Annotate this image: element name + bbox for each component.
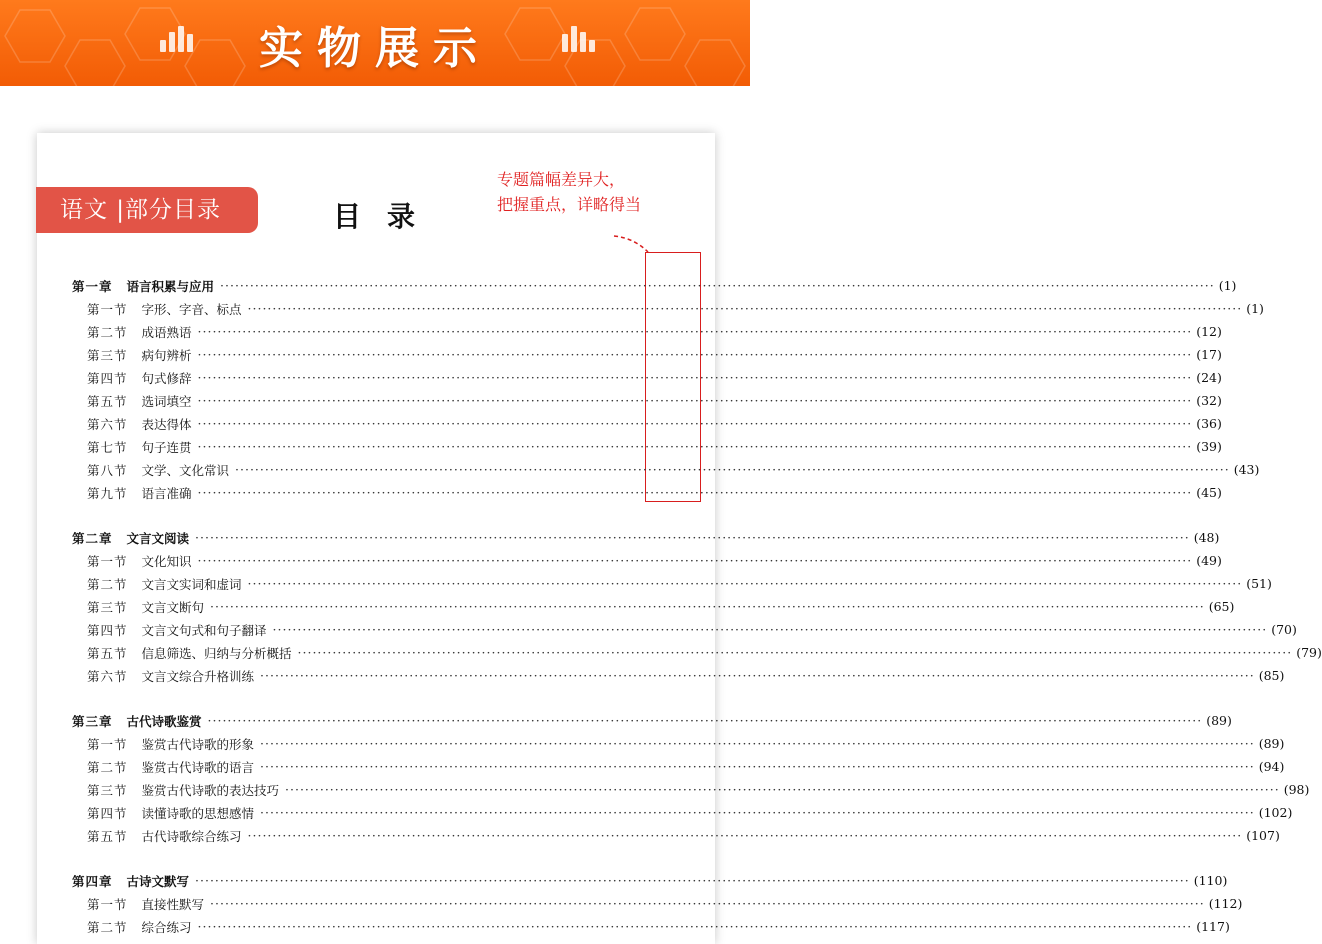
section-row-title: 句式修辞	[141, 370, 192, 386]
dot-leader: ········································································································································································································	[197, 324, 1193, 339]
section-row-num: 第一节	[87, 736, 128, 752]
annotation-note	[497, 167, 641, 217]
dot-leader: ········································································································································································································	[220, 278, 1215, 293]
section-row-page-number: (107)	[1246, 828, 1280, 843]
section-row-num: 第六节	[87, 416, 128, 432]
section-row-title: 文学、文化常识	[141, 462, 230, 478]
section-row-num: 第一节	[87, 896, 128, 912]
section-row-title: 句子连贯	[141, 439, 192, 455]
section-row	[72, 915, 1230, 938]
section-row-title: 直接性默写	[141, 896, 205, 912]
section-row-num: 第八节	[87, 462, 128, 478]
section-row-num: 第四节	[87, 370, 128, 386]
section-row	[72, 481, 1222, 504]
dot-leader: ········································································································································································································	[260, 668, 1255, 683]
section-row-num: 第三节	[87, 599, 128, 615]
banner-title: 实物展示	[259, 23, 491, 74]
dot-leader: ········································································································································································································	[197, 370, 1193, 385]
section-row-page-number: (43)	[1233, 462, 1260, 477]
dot-leader: ········································································································································································································	[197, 553, 1193, 568]
section-row-page-number: (49)	[1196, 553, 1222, 568]
dot-leader: ········································································································································································································	[197, 919, 1193, 934]
section-row	[72, 389, 1222, 412]
section-row-page-number: (89)	[1258, 736, 1285, 751]
chapter-row-page-number: (1)	[1218, 278, 1237, 293]
section-row	[72, 320, 1222, 343]
section-row-num: 第九节	[87, 485, 128, 501]
dot-leader: ········································································································································································································	[195, 873, 1190, 888]
dot-leader: ········································································································································································································	[197, 439, 1193, 454]
table-of-contents	[72, 274, 1322, 938]
section-row-page-number: (32)	[1196, 393, 1222, 408]
section-row-title: 文化知识	[141, 553, 192, 569]
dot-leader: ········································································································································································································	[247, 301, 1243, 316]
annotation-line-1: 专题篇幅差异大，	[497, 170, 626, 189]
dot-leader: ········································································································································································································	[197, 416, 1193, 431]
section-row-page-number: (1)	[1246, 301, 1264, 316]
section-row	[72, 664, 1285, 687]
section-row	[72, 801, 1293, 824]
section-row-num: 第一节	[87, 553, 128, 569]
dot-leader: ········································································································································································································	[235, 462, 1230, 477]
chapter-row-title: 语言积累与应用	[126, 278, 215, 294]
dot-leader: ········································································································································································································	[197, 393, 1193, 408]
chapter-row	[72, 869, 1228, 892]
document-title: 目录	[333, 200, 442, 233]
section-row-title: 文言文综合升格训练	[141, 668, 255, 684]
chapter-row-title: 古代诗歌鉴赏	[126, 713, 202, 729]
annotation-line-2: 把握重点，详略得当	[497, 195, 642, 214]
section-row-num: 第二节	[87, 576, 128, 592]
section-row-title: 语言准确	[141, 485, 192, 501]
section-row-title: 字形、字音、标点	[141, 301, 242, 317]
chapter-row-title: 文言文阅读	[126, 530, 190, 546]
chapter-row-page-number: (110)	[1193, 873, 1228, 888]
chapter-row-page-number: (48)	[1193, 530, 1220, 545]
section-row-title: 文言文句式和句子翻译	[141, 622, 267, 638]
chapter-row-title: 古诗文默写	[126, 873, 190, 889]
section-row-title: 信息筛选、归纳与分析概括	[141, 645, 292, 661]
dot-leader: ········································································································································································································	[207, 713, 1203, 728]
section-row-num: 第四节	[87, 622, 128, 638]
section-row-title: 成语熟语	[141, 324, 192, 340]
top-banner	[0, 0, 750, 86]
dot-leader: ········································································································································································································	[210, 599, 1205, 614]
dot-leader: ········································································································································································································	[260, 805, 1255, 820]
section-row	[72, 343, 1222, 366]
chapter-row-num: 第一章	[72, 278, 113, 294]
section-row-page-number: (94)	[1258, 759, 1285, 774]
section-row	[72, 641, 1322, 664]
section-row-num: 第二节	[87, 324, 128, 340]
dot-leader: ········································································································································································································	[297, 645, 1293, 660]
section-row-page-number: (112)	[1208, 896, 1243, 911]
section-row	[72, 458, 1260, 481]
section-row-num: 第三节	[87, 782, 128, 798]
section-row	[72, 755, 1285, 778]
section-row	[72, 595, 1235, 618]
section-row-page-number: (51)	[1246, 576, 1272, 591]
section-row-title: 选词填空	[141, 393, 192, 409]
section-row	[72, 778, 1310, 801]
section-row-num: 第五节	[87, 828, 128, 844]
subject-tag: 语文 |部分目录	[36, 187, 258, 233]
section-row-num: 第六节	[87, 668, 128, 684]
section-row-num: 第三节	[87, 347, 128, 363]
section-row-page-number: (102)	[1258, 805, 1293, 820]
dot-leader: ········································································································································································································	[260, 736, 1255, 751]
dot-leader: ········································································································································································································	[285, 782, 1280, 797]
section-row-title: 表达得体	[141, 416, 192, 432]
section-row-num: 第二节	[87, 919, 128, 935]
dot-leader: ········································································································································································································	[247, 828, 1243, 843]
chapter-row	[72, 709, 1232, 732]
signal-bars-icon-right	[562, 22, 602, 52]
section-row-page-number: (85)	[1258, 668, 1285, 683]
section-row-page-number: (65)	[1208, 599, 1235, 614]
section-row-page-number: (36)	[1196, 416, 1222, 431]
section-row-title: 鉴赏古代诗歌的表达技巧	[141, 782, 280, 798]
chapter-row	[72, 274, 1237, 297]
dot-leader: ········································································································································································································	[247, 576, 1243, 591]
chapter-row	[72, 526, 1220, 549]
section-row-page-number: (117)	[1196, 919, 1230, 934]
section-row-page-number: (17)	[1196, 347, 1222, 362]
chapter-row-num: 第二章	[72, 530, 113, 546]
section-row	[72, 572, 1272, 595]
chapter-row-num: 第三章	[72, 713, 113, 729]
section-row	[72, 435, 1222, 458]
section-row-title: 鉴赏古代诗歌的语言	[141, 759, 255, 775]
section-row-num: 第五节	[87, 393, 128, 409]
section-row	[72, 892, 1243, 915]
section-row-title: 文言文断句	[141, 599, 205, 615]
chapter-row-page-number: (89)	[1206, 713, 1232, 728]
dot-leader: ········································································································································································································	[197, 485, 1193, 500]
chapter-row-num: 第四章	[72, 873, 113, 889]
dot-leader: ········································································································································································································	[195, 530, 1190, 545]
section-row-num: 第七节	[87, 439, 128, 455]
section-row-page-number: (45)	[1196, 485, 1222, 500]
section-row	[72, 297, 1264, 320]
dot-leader: ········································································································································································································	[272, 622, 1268, 637]
section-row	[72, 412, 1222, 435]
section-row	[72, 549, 1222, 572]
dot-leader: ········································································································································································································	[210, 896, 1205, 911]
section-row	[72, 618, 1297, 641]
section-row	[72, 732, 1285, 755]
section-row	[72, 366, 1222, 389]
section-row-page-number: (39)	[1196, 439, 1222, 454]
section-row-title: 古代诗歌综合练习	[141, 828, 242, 844]
section-row-title: 读懂诗歌的思想感情	[141, 805, 255, 821]
section-row-num: 第一节	[87, 301, 128, 317]
section-row-page-number: (98)	[1283, 782, 1310, 797]
section-row	[72, 824, 1280, 847]
section-row-title: 综合练习	[141, 919, 192, 935]
section-row-page-number: (24)	[1196, 370, 1222, 385]
section-row-page-number: (12)	[1196, 324, 1222, 339]
section-row-num: 第二节	[87, 759, 128, 775]
section-row-title: 文言文实词和虚词	[141, 576, 242, 592]
dot-leader: ········································································································································································································	[260, 759, 1255, 774]
section-row-title: 病句辨析	[141, 347, 192, 363]
section-row-page-number: (79)	[1296, 645, 1322, 660]
section-row-num: 第四节	[87, 805, 128, 821]
section-row-title: 鉴赏古代诗歌的形象	[141, 736, 255, 752]
dot-leader: ········································································································································································································	[197, 347, 1193, 362]
section-row-page-number: (70)	[1271, 622, 1297, 637]
section-row-num: 第五节	[87, 645, 128, 661]
